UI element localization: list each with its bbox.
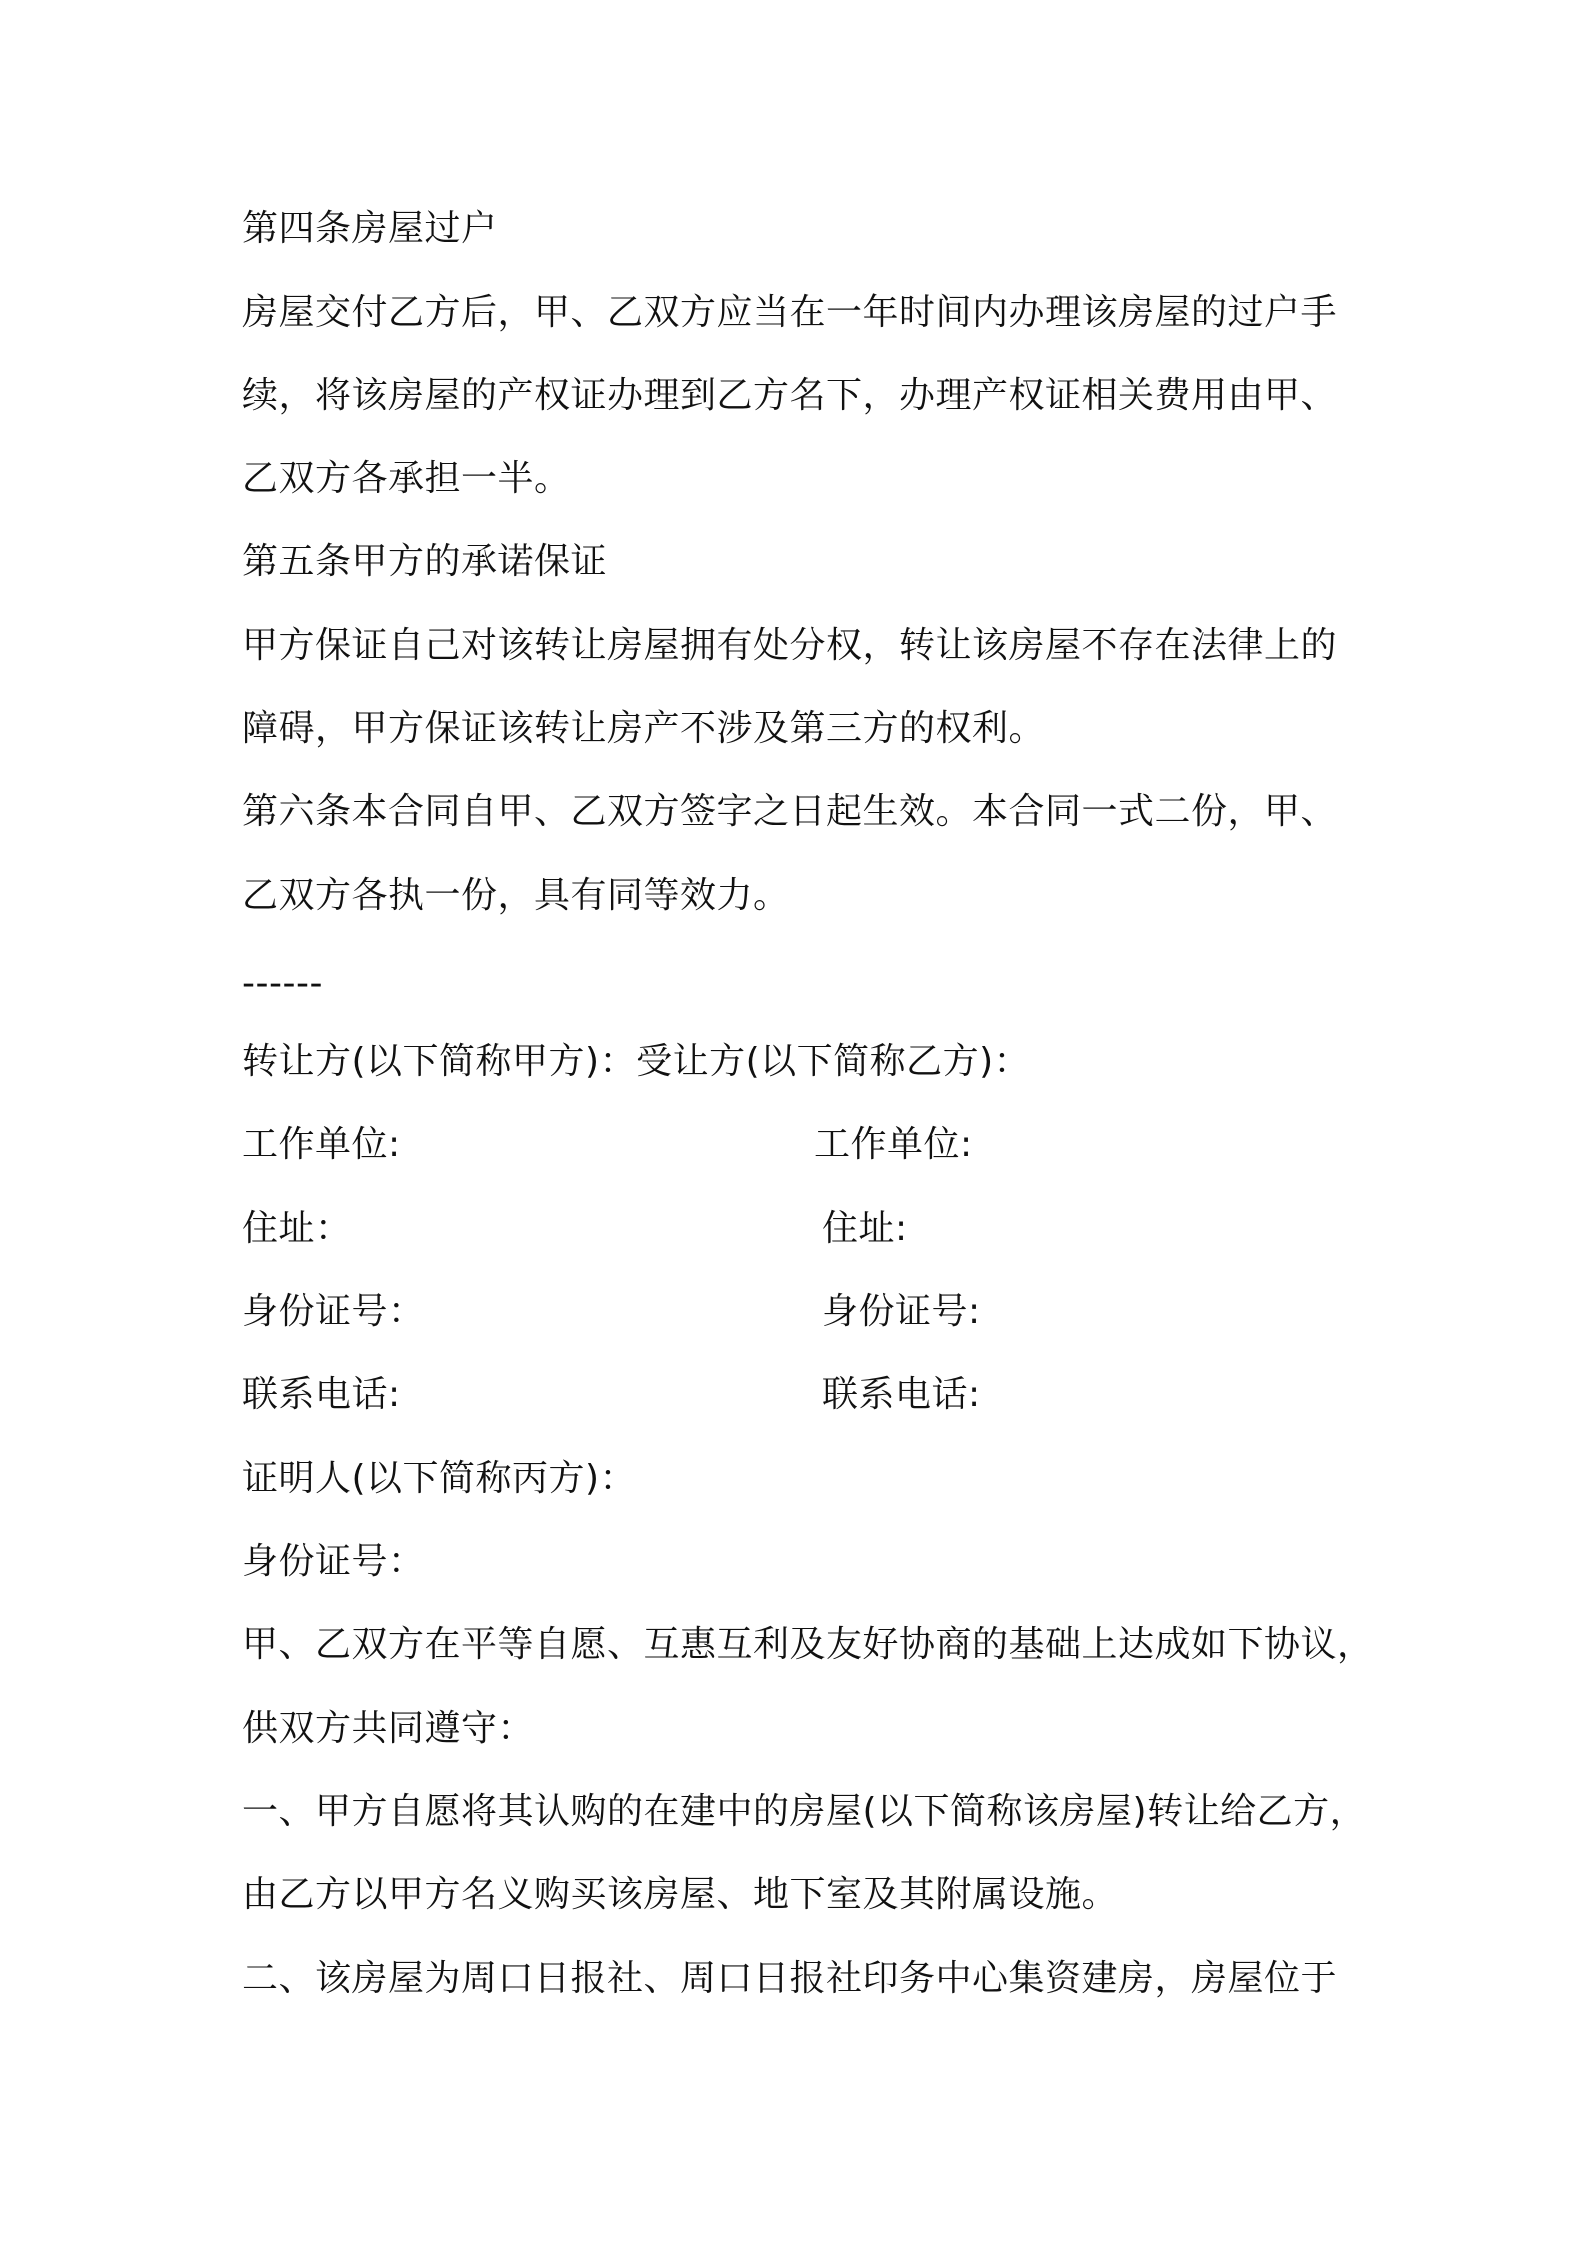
paragraph-line: 乙双方各承担一半。	[242, 458, 571, 499]
party-a-address-label: 住址：	[242, 1208, 352, 1249]
paragraph-line: 乙双方各执一份，具有同等效力。	[242, 875, 790, 916]
party-b-phone-label: 联系电话:	[822, 1374, 981, 1415]
paragraph-line: 障碍，甲方保证该转让房产不涉及第三方的权利。	[242, 708, 1046, 749]
party-b-id-label: 身份证号:	[822, 1291, 981, 1332]
party-a-workplace-label: 工作单位:	[242, 1124, 401, 1165]
article-6-line: 第六条本合同自甲、乙双方签字之日起生效。本合同一式二份，甲、	[242, 791, 1338, 832]
parties-line: 转让方(以下简称甲方)：受让方(以下简称乙方)：	[242, 1041, 1031, 1082]
witness-id-line: 身份证号：	[242, 1541, 425, 1582]
article-4-heading: 第四条房屋过户	[242, 208, 498, 249]
field-row-phone	[242, 1371, 981, 1419]
paragraph-line: 甲方保证自己对该转让房屋拥有处分权，转让该房屋不存在法律上的	[242, 625, 1338, 666]
field-row-workplace	[242, 1121, 973, 1169]
paragraph-line: 续，将该房屋的产权证办理到乙方名下，办理产权证相关费用由甲、	[242, 375, 1338, 416]
party-b-address-label: 住址:	[822, 1208, 908, 1249]
party-a-phone-label: 联系电话:	[242, 1374, 401, 1415]
party-b-workplace-label: 工作单位:	[814, 1124, 973, 1165]
paragraph-line: 由乙方以甲方名义购买该房屋、地下室及其附属设施。	[242, 1874, 1119, 1915]
agreement-intro-line: 甲、乙双方在平等自愿、互惠互利及友好协商的基础上达成如下协议，	[242, 1624, 1374, 1665]
clause-1-line: 一、甲方自愿将其认购的在建中的房屋(以下简称该房屋)转让给乙方，	[242, 1791, 1367, 1832]
paragraph-line: 房屋交付乙方后，甲、乙双方应当在一年时间内办理该房屋的过户手	[242, 292, 1338, 333]
clause-2-line: 二、该房屋为周口日报社、周口日报社印务中心集资建房，房屋位于	[242, 1958, 1338, 1999]
field-row-id-number	[242, 1288, 981, 1336]
paragraph-line: 供双方共同遵守：	[242, 1708, 535, 1749]
witness-line: 证明人(以下简称丙方)：	[242, 1458, 637, 1499]
field-row-address	[242, 1205, 908, 1253]
article-5-heading: 第五条甲方的承诺保证	[242, 541, 608, 582]
party-a-id-label: 身份证号：	[242, 1291, 425, 1332]
separator-dashes: ------	[242, 963, 323, 1004]
